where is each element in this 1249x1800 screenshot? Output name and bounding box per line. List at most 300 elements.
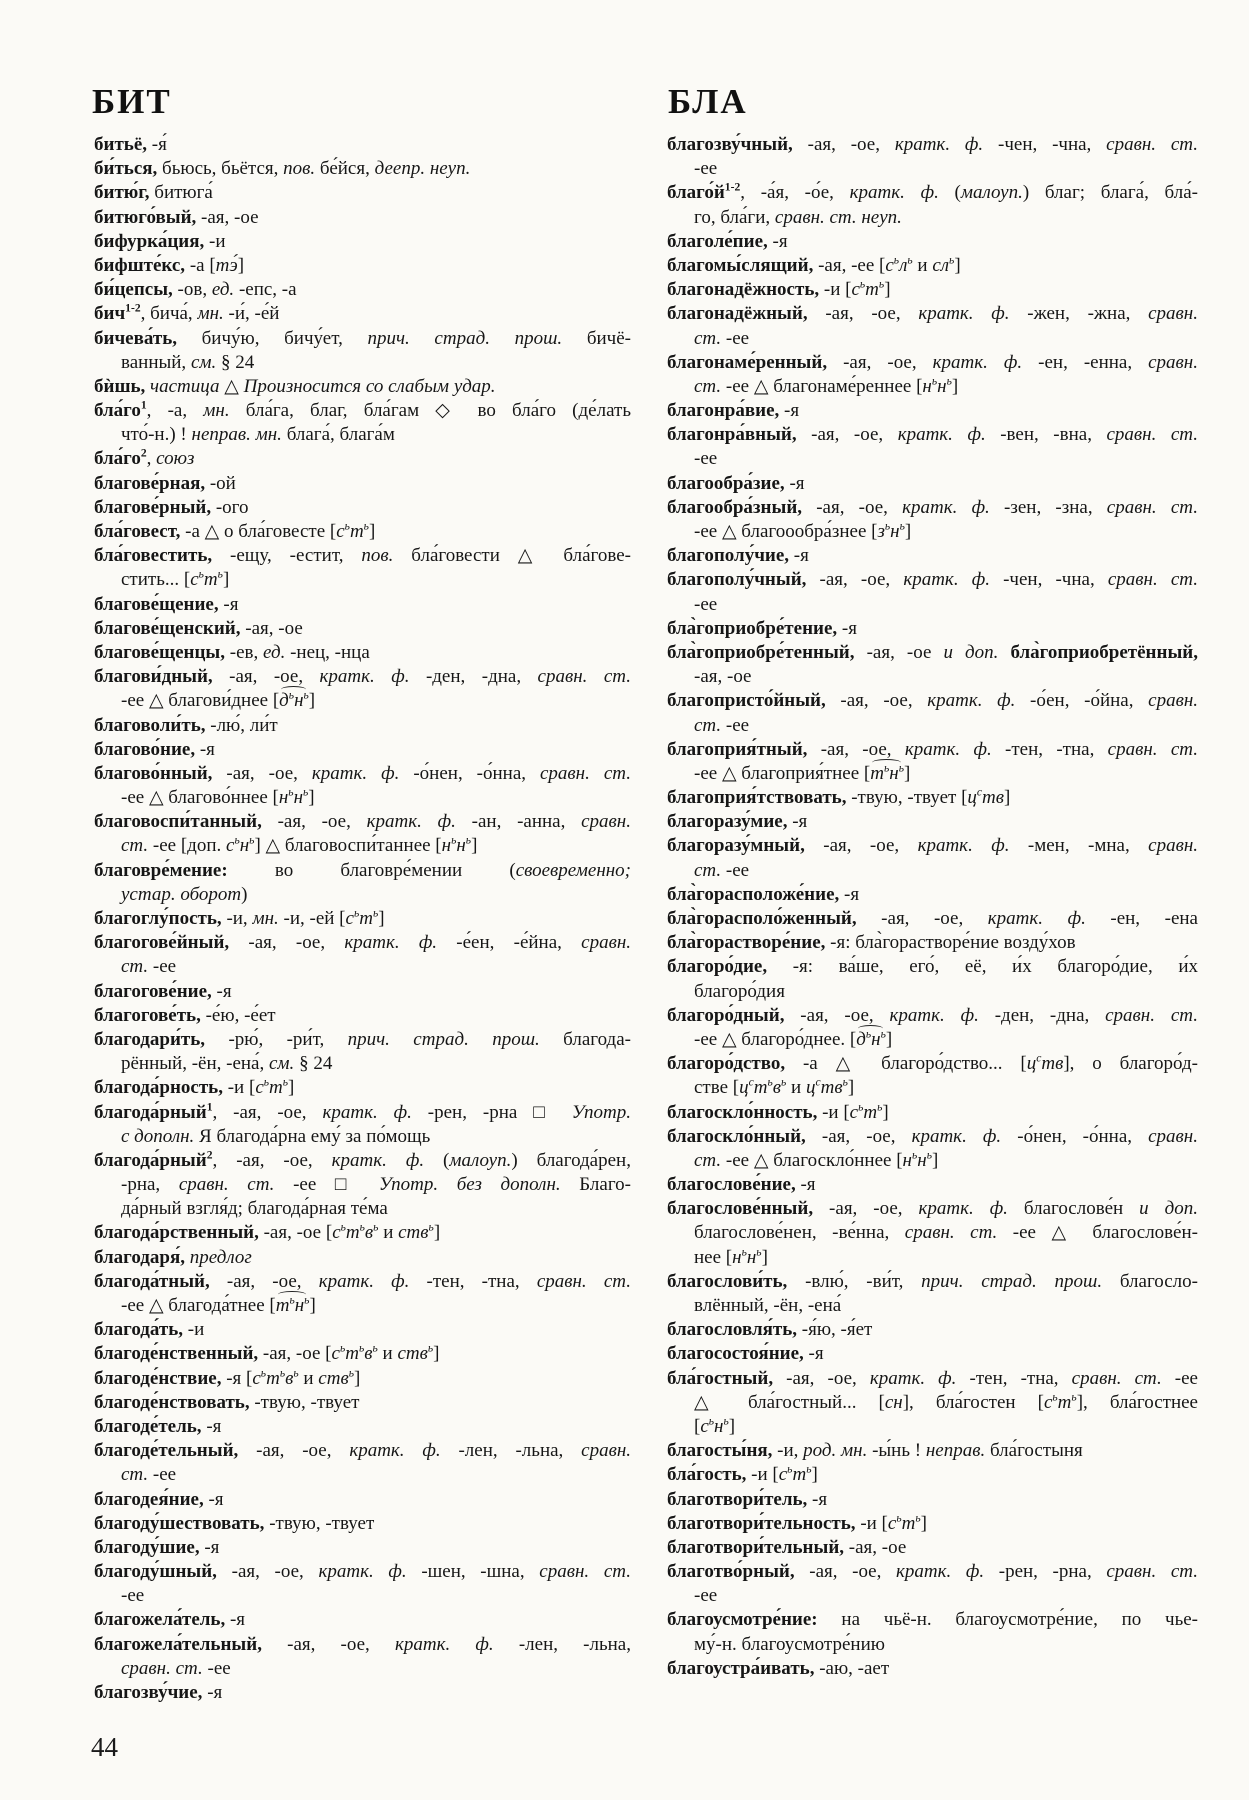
entry-text: -тен, -тна, <box>991 738 1108 760</box>
dictionary-entry <box>667 738 1198 786</box>
entry-text: своевременно; <box>515 859 631 881</box>
entry-text: благоприя́тный, <box>667 738 808 760</box>
dictionary-entry <box>94 375 631 399</box>
entry-text: т <box>345 1343 359 1365</box>
entry-line <box>667 1197 1198 1221</box>
entry-line <box>94 1681 631 1705</box>
entry-line <box>94 955 631 979</box>
entry-text: -рен, -рна □ <box>411 1101 572 1123</box>
entry-text: благове́щение, <box>94 593 219 615</box>
superscript-text: ь <box>263 1075 270 1089</box>
entry-text: благови́дный, <box>94 666 213 688</box>
entry-text: му́-н. благоусмотре́нию <box>694 1633 885 1655</box>
entry-text: -рю́, -ри́т, <box>205 1028 348 1050</box>
superscript-text: ь <box>289 1293 295 1307</box>
entry-text: -ден, -дна, <box>409 666 538 688</box>
dictionary-entry <box>94 593 631 617</box>
entry-text: , -а, <box>146 400 204 422</box>
entry-line <box>94 496 631 520</box>
entry-line <box>94 1294 631 1318</box>
entry-text: бифурка́ция, <box>94 230 205 252</box>
entry-text: ] <box>811 1464 818 1486</box>
superscript-text: ь <box>907 253 913 267</box>
entry-text: благообра́зный, <box>667 496 803 518</box>
dictionary-entry <box>94 1439 631 1487</box>
entry-text: в <box>364 1222 374 1244</box>
entry-line <box>94 157 631 181</box>
entry-text: что́-н.) ! <box>121 424 192 446</box>
entry-line <box>94 1512 631 1536</box>
entry-text: благода́тный, <box>94 1270 210 1292</box>
left-column <box>94 133 631 1705</box>
entry-text: Произносится со слабым удар. <box>243 375 496 397</box>
entry-text: и <box>378 1222 399 1244</box>
entry-text: -ая, -ое, <box>802 496 903 518</box>
entry-text: -аю, -ает <box>814 1657 890 1679</box>
entry-text: благода́рный <box>94 1149 207 1171</box>
entry-text: ] <box>903 762 911 784</box>
entry-text: во благовре́мении ( <box>227 859 516 881</box>
entry-line <box>667 1560 1198 1584</box>
dictionary-entry <box>94 1246 631 1270</box>
entry-text: -я <box>202 1682 223 1703</box>
dictionary-entry <box>667 1101 1198 1125</box>
entry-text: -ая, -ое, <box>805 1125 912 1147</box>
entry-text: благоро́дный, <box>667 1004 785 1026</box>
superscript-text: ь <box>353 906 360 920</box>
entry-line <box>667 568 1198 592</box>
entry-text: ] <box>761 1246 768 1268</box>
entry-text: ( <box>938 182 961 204</box>
entry-line <box>94 1415 631 1439</box>
entry-text: ] <box>309 1295 316 1316</box>
dictionary-entry <box>667 1439 1198 1463</box>
dictionary-entry <box>94 520 631 544</box>
entry-line <box>667 1512 1198 1536</box>
superscript-text: ь <box>304 1293 310 1307</box>
entry-line <box>667 1391 1198 1415</box>
superscript-text: ь <box>877 1100 883 1114</box>
superscript-text: ь <box>372 906 379 920</box>
dictionary-entry <box>94 496 631 520</box>
entry-text: благоскло́нность, <box>667 1101 818 1123</box>
dictionary-entry <box>94 1608 631 1632</box>
entry-line <box>94 472 631 496</box>
superscript-text: ь <box>878 277 885 291</box>
entry-text: -ее △ благонаме́реннее [ <box>721 375 923 397</box>
entry-text: т <box>203 569 218 591</box>
entry-line <box>667 399 1198 423</box>
entry-text: и доп. <box>943 641 999 663</box>
entry-text: благословля́ть, <box>667 1319 798 1341</box>
entry-text: кратк. ф. <box>318 1270 410 1292</box>
entry-line <box>667 496 1198 520</box>
entry-text: ед. <box>211 279 235 301</box>
entry-text: -ев, <box>225 641 263 663</box>
entry-text: -ее <box>694 448 718 470</box>
phonetic-tie <box>856 1028 886 1052</box>
entry-line <box>94 399 631 423</box>
entry-line <box>94 206 631 230</box>
entry-text: ванный, <box>121 351 191 373</box>
dictionary-entry <box>94 1221 631 1245</box>
entry-line <box>94 1633 631 1657</box>
entry-line <box>94 810 631 834</box>
entry-line <box>667 834 1198 858</box>
dictionary-entry <box>94 762 631 810</box>
entry-text: бич <box>94 303 126 325</box>
entry-text: -твую, -твует [ <box>846 787 968 809</box>
entry-line <box>667 738 1198 762</box>
dictionary-entry <box>94 859 631 907</box>
superscript-text: ь <box>1052 1390 1058 1404</box>
entry-text: с <box>252 1367 261 1389</box>
entry-text: ] <box>308 690 316 712</box>
entry-line <box>667 278 1198 302</box>
superscript-text: ь <box>359 1221 365 1235</box>
entry-line <box>94 230 631 254</box>
entry-text: битюго́вый, <box>94 206 197 228</box>
entry-line <box>667 1028 1198 1052</box>
entry-text: -и [ <box>855 1512 888 1534</box>
entry-line <box>94 375 631 399</box>
entry-line <box>667 1173 1198 1197</box>
superscript-text: ь <box>451 834 457 848</box>
entry-text: -и́, -е́й <box>223 303 280 325</box>
entry-line <box>94 351 631 375</box>
entry-line <box>94 1367 631 1391</box>
dictionary-entry <box>667 689 1198 737</box>
entry-line <box>94 714 631 738</box>
entry-text: благонаме́ренный, <box>667 351 828 373</box>
entry-text: н <box>278 787 289 809</box>
entry-text: в <box>364 1343 373 1365</box>
entry-text: т <box>792 1464 807 1486</box>
entry-line <box>667 1318 1198 1342</box>
superscript-text: ь <box>926 1148 932 1162</box>
entry-text: -ен, -енна, <box>1022 351 1149 373</box>
entry-line <box>94 1463 631 1487</box>
entry-text: бла́говестить, <box>94 545 213 567</box>
entry-text: -ее △ благоро́днее. [ <box>694 1028 857 1050</box>
entry-text: ст. <box>121 1464 149 1486</box>
entry-text <box>998 642 1010 663</box>
entry-text: -вен, -вна, <box>985 424 1107 446</box>
entry-text: ( <box>424 1149 450 1171</box>
entry-line <box>667 230 1198 254</box>
entry-text: сравн. <box>581 811 631 833</box>
entry-text: -ещу, -естит, <box>212 545 362 567</box>
superscript-text: ь <box>880 1027 886 1041</box>
superscript-text: ь <box>896 1511 902 1525</box>
superscript-text: ь <box>806 1462 812 1476</box>
dictionary-entry <box>94 1101 631 1149</box>
entry-text: д <box>279 690 289 712</box>
entry-text: стить... [ <box>121 569 191 591</box>
entry-text: -ее <box>148 956 177 978</box>
entry-text: -ая, -ое, <box>212 762 312 784</box>
entry-text: ], бла́гостнее <box>1076 1391 1198 1413</box>
entry-text: -я: бла̀горастворе́ние возду́хов <box>825 932 1076 954</box>
entry-text: кратк. ф. <box>349 1440 441 1462</box>
entry-text: и доп. <box>1139 1198 1198 1220</box>
entry-text: благонра́вный, <box>667 424 797 446</box>
phonetic-tie <box>279 689 309 713</box>
superscript-text: ь <box>340 1221 346 1235</box>
entry-text: -я́ <box>147 134 167 155</box>
entry-text: с <box>226 835 235 857</box>
entry-text: да́рный взгля́д; благода́рная те́ма <box>121 1198 388 1220</box>
entry-line <box>667 1367 1198 1391</box>
dictionary-entry <box>94 1270 631 1318</box>
entry-text: бла́гостный, <box>667 1367 774 1389</box>
entry-text: -ее <box>202 1657 231 1679</box>
entry-text: кратк. ф. <box>849 182 939 204</box>
entry-text: § 24 <box>216 351 255 373</box>
entry-line <box>94 1560 631 1584</box>
entry-text: с <box>190 569 199 591</box>
entry-text: с <box>1043 1391 1053 1413</box>
entry-text: -а △ благоро́дство... [ <box>785 1053 1027 1075</box>
entry-line <box>667 980 1198 1004</box>
entry-line <box>94 423 631 447</box>
entry-text: благополу́чие, <box>667 545 790 567</box>
entry-text: т <box>275 1295 290 1316</box>
superscript-text: 1-2 <box>125 301 141 315</box>
entry-text: -ая, -ое, <box>796 424 898 446</box>
entry-text: благогове́ние, <box>94 980 212 1002</box>
entry-text: -ая, -ое <box>694 666 752 688</box>
dictionary-entry <box>667 472 1198 496</box>
entry-text: см. <box>269 1053 295 1075</box>
superscript-text: ь <box>741 1245 747 1259</box>
entry-text: -лен, -льна, <box>493 1633 631 1655</box>
entry-text: ] <box>904 521 912 542</box>
superscript-text: ь <box>363 519 369 533</box>
phonetic-tie <box>870 762 904 786</box>
dictionary-entry <box>94 230 631 254</box>
entry-text: с <box>345 908 354 929</box>
entry-text: и <box>298 1367 319 1389</box>
entry-text: с <box>255 1077 264 1099</box>
dictionary-entry <box>94 738 631 762</box>
entry-text: с дополн. <box>121 1125 195 1147</box>
entry-text: нее [ <box>694 1246 733 1268</box>
superscript-text: ь <box>234 834 240 848</box>
dictionary-entry <box>667 133 1198 181</box>
entry-text: н <box>239 835 250 857</box>
dictionary-entry <box>94 157 631 181</box>
entry-text: бла́гостыня <box>985 1440 1083 1462</box>
entry-text: н <box>294 1295 305 1316</box>
entry-text: пов. <box>361 545 394 567</box>
entry-text: н <box>294 690 304 712</box>
entry-line <box>667 1246 1198 1270</box>
dictionary-entry <box>667 230 1198 254</box>
entry-text: с <box>336 521 345 542</box>
entry-text: бла́гость, <box>667 1464 747 1486</box>
entry-text: -ая, -ое <box>240 617 303 639</box>
entry-line <box>667 762 1198 786</box>
entry-text: ц <box>967 787 977 809</box>
entry-text: -я́ю, -я́ет <box>797 1319 873 1341</box>
entry-text: сравн. <box>1148 1125 1198 1147</box>
entry-text: н <box>937 375 947 397</box>
entry-text: -и [ <box>222 1077 256 1099</box>
entry-text: -и, <box>221 908 253 929</box>
superscript-text: ь <box>303 688 309 702</box>
entry-text: сравн. ст. <box>540 762 631 784</box>
entry-text: благогове́йный, <box>94 932 230 954</box>
dictionary-entry <box>94 544 631 592</box>
superscript-text: 1-2 <box>724 181 741 195</box>
entry-text: влённый, -ён, -ена́ <box>694 1295 842 1316</box>
entry-text: -я <box>787 811 808 833</box>
entry-text: благове́рная, <box>94 472 206 494</box>
superscript-text: 2 <box>140 447 147 461</box>
entry-line <box>94 1149 631 1173</box>
entry-text: -ее △ благослове́н- <box>997 1222 1198 1244</box>
entry-line <box>667 1101 1198 1125</box>
dictionary-entry <box>94 1318 631 1342</box>
entry-text: ед. <box>263 641 286 663</box>
entry-text: -рен, -рна, <box>984 1561 1107 1583</box>
entry-line <box>94 1004 631 1028</box>
entry-line <box>667 520 1198 544</box>
entry-text: прич. страд. прош. <box>367 327 563 349</box>
entry-text: благоволи́ть, <box>94 714 206 736</box>
entry-text: -твую, -твует <box>264 1512 375 1534</box>
entry-text: мн. <box>197 303 224 325</box>
entry-line <box>94 181 631 205</box>
entry-line <box>94 1488 631 1512</box>
entry-text: бичу́ю, бичу́ет, <box>177 327 368 349</box>
entry-line <box>94 593 631 617</box>
entry-line <box>94 834 631 858</box>
superscript-text: ь <box>708 1414 715 1428</box>
entry-line <box>667 1584 1198 1608</box>
dictionary-entry <box>94 133 631 157</box>
superscript-text: с <box>1036 1051 1042 1065</box>
entry-text: ] <box>728 1415 736 1437</box>
entry-text: н <box>917 1149 927 1171</box>
superscript-text: ь <box>1071 1390 1077 1404</box>
entry-text: -твую, -твует <box>249 1391 360 1413</box>
entry-text: § 24 <box>294 1053 333 1075</box>
entry-line <box>94 665 631 689</box>
entry-text: ] <box>471 835 478 857</box>
entry-text: [ <box>694 1415 701 1437</box>
entry-text: благогове́ть, <box>94 1004 201 1026</box>
entry-text: и <box>377 1343 398 1365</box>
entry-line <box>94 1076 631 1100</box>
dictionary-entry <box>667 399 1198 423</box>
dictionary-entry <box>667 1367 1198 1440</box>
entry-text: благоду́шие, <box>94 1536 200 1558</box>
guide-word-right: БЛА <box>668 82 748 121</box>
dictionary-entry <box>667 1270 1198 1318</box>
entry-text: , -ая, -ое, <box>212 1149 332 1171</box>
entry-line <box>94 1221 631 1245</box>
entry-text: и <box>786 1077 806 1099</box>
entry-text: благоду́шествовать, <box>94 1512 265 1534</box>
entry-text: сравн. <box>1148 690 1198 712</box>
entry-text: -епс, -а <box>234 279 297 301</box>
entry-text: ст. <box>694 375 722 397</box>
entry-text: -и [ <box>746 1464 779 1486</box>
entry-text: -а △ о бла́говесте [ <box>180 521 337 542</box>
entry-line <box>667 375 1198 399</box>
entry-text: благода́рный <box>94 1101 207 1123</box>
entry-line <box>94 1536 631 1560</box>
entry-text: бла́говести △ бла́гове- <box>393 545 631 567</box>
dictionary-entry <box>667 423 1198 471</box>
superscript-text: ь <box>884 519 891 533</box>
entry-text: , -ая, -ое, <box>212 1101 323 1123</box>
superscript-text: ь <box>428 1221 434 1235</box>
entry-text: благоде́нствовать, <box>94 1391 250 1413</box>
entry-text: благослове́нен, -ве́нна, <box>694 1222 905 1244</box>
dictionary-entry <box>94 665 631 713</box>
entry-text: благонра́вие, <box>667 400 780 422</box>
entry-line <box>94 1246 631 1270</box>
entry-text: ст. <box>694 327 722 349</box>
entry-text: кратк. ф. <box>896 1561 985 1583</box>
entry-text: -ее <box>694 158 718 180</box>
entry-text: -ая, -ое, <box>238 1440 350 1462</box>
entry-text: тв <box>1041 1053 1064 1075</box>
entry-text: ] <box>308 787 315 809</box>
entry-line <box>667 859 1198 883</box>
entry-text: благотвори́тельность, <box>667 1512 856 1534</box>
entry-text: с <box>887 1512 897 1534</box>
dictionary-entry <box>667 834 1198 882</box>
entry-line <box>94 980 631 1004</box>
superscript-text: ь <box>949 253 955 267</box>
entry-text: прич. страд. прош. <box>347 1028 540 1050</box>
entry-text: сравн. ст. <box>539 1561 631 1583</box>
entry-text: ] <box>882 1101 889 1123</box>
entry-text: сравн. ст. <box>121 1657 203 1679</box>
entry-text: тв <box>820 1077 843 1099</box>
entry-text: кратк. ф. <box>903 569 990 591</box>
entry-text: -ая, -ое, <box>804 835 918 857</box>
entry-text: -я <box>795 1174 816 1196</box>
entry-text: -влю́, -ви́т, <box>787 1270 922 1292</box>
entry-text: благожела́тель, <box>94 1609 226 1631</box>
entry-text: -и, <box>772 1440 804 1462</box>
entry-text: , <box>146 448 157 470</box>
dictionary-entry <box>667 883 1198 907</box>
entry-text: н <box>732 1246 742 1268</box>
entry-text: ] <box>237 254 245 276</box>
entry-text: -ой <box>205 472 236 494</box>
entry-text: бла̀горасположе́ние, <box>667 883 840 905</box>
entry-text: благоде́нственный, <box>94 1343 259 1365</box>
dictionary-entry <box>94 810 631 858</box>
entry-text: т <box>1057 1391 1072 1413</box>
superscript-text: ь <box>260 1366 267 1380</box>
dictionary-entry <box>94 980 631 1004</box>
dictionary-entry <box>667 810 1198 834</box>
entry-line <box>667 593 1198 617</box>
entry-text: кратк. ф. <box>366 811 456 833</box>
entry-text: -я [ <box>221 1367 253 1389</box>
entry-text: Употр. без дополн. <box>378 1174 561 1196</box>
entry-line <box>667 423 1198 447</box>
dictionary-entry <box>94 206 631 230</box>
entry-text: частица <box>150 375 220 397</box>
